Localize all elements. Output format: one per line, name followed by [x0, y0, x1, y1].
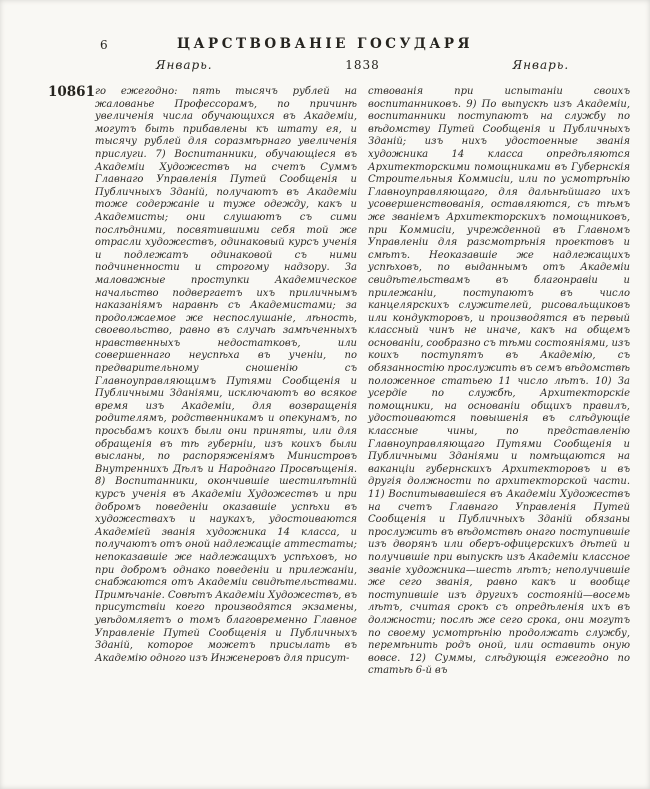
- page-number: 6: [100, 38, 108, 52]
- month-label-left: Январь.: [155, 58, 213, 72]
- act-number: 10861: [48, 84, 95, 100]
- year-label: 1838: [345, 58, 380, 72]
- running-title: ЦАРСТВОВАНІЕ ГОСУДАРЯ: [177, 36, 473, 52]
- left-column-text: го ежегодно: пять тысячъ рублей на жалованье Профессорамъ, по причинѣ увеличенія числа обучающихся въ Академіи, могутъ быть прибавлены къ штату ея, и тысячу рублей для соразмѣрнаго увеличенія прислуги. 7) Воспитанники, обучающіеся въ Академіи Художествъ на счетъ Суммъ Главнаго Управленія Путей Сообщенія и Публичныхъ Зданій, получаютъ въ Академіи тоже содержаніе и туже одежду, какъ и Академисты; они слушаютъ съ сими послѣдними, посвятившими себя той же отрасли художествъ, одинаковый курсъ ученія и подлежатъ одинаковой съ ними подчиненности и строгому надзору. За маловажные проступки Академическое начальство подвергаетъ ихъ приличнымъ наказаніямъ наравнѣ съ Академистами; за продолжаемое же неспослушаніе, лѣность, своевольство, равно въ случаѣ замѣченныхъ нравственныхъ недостатковъ, или совершеннаго неуспѣха въ ученіи, по предварительному сношенію съ Главноуправляющимъ Путями Сообщенія и Публичными Зданіями, исключаютъ во всякое время изъ Академіи, для возвращенія родителямъ, родственникамъ и опекунамъ, по просьбамъ коихъ были они приняты, или для обращенія въ тѣ губерніи, изъ коихъ были высланы, по распоряженіямъ Министровъ Внутреннихъ Дѣлъ и Народнаго Просвѣщенія. 8) Воспитанники, окончившіе шестилѣтній курсъ ученія въ Академіи Художествъ и при добромъ поведеніи оказавшіе успѣхи въ художествахъ и наукахъ, удостоиваются Академіей званія художника 14 класса, и получаютъ отъ оной надлежащіе аттестаты; непоказавшіе же надлежащихъ успѣховъ, но при добромъ однако поведеніи и прилежаніи, снабжаются отъ Академіи свидѣтельствами. Примѣчаніе. Совѣтъ Академіи Художествъ, въ присутствіи коего производятся экзамены, увѣдомляетъ о томъ благовременно Главное Управленіе Путей Сообщенія и Публичныхъ Зданій, которое можетъ присылать въ Академію одного изъ Инженеровъ для присут-: [95, 86, 357, 664]
- subheader-row: [95, 58, 630, 72]
- month-label-right: Январь.: [512, 58, 570, 72]
- right-column-text: ствованія при испытаніи своихъ воспитанниковъ. 9) По выпускѣ изъ Академіи, воспитанники поступаютъ на службу по вѣдомству Путей Сообщенія и Публичныхъ Зданій; изъ нихъ удостоенные званія художника 14 класса опредѣляются Архитекторскими помощниками въ Губернскія Строительныя Коммисіи, или по усмотрѣнію Главноуправляющаго, для дальнѣйшаго ихъ усовершенствованія, оставляются, съ тѣмъ же званіемъ Архитекторскихъ помощниковъ, при Коммисіи, учрежденной въ Главномъ Управленіи для разсмотрѣнія проектовъ и смѣтъ. Неоказавшіе же надлежащихъ успѣховъ, по выданнымъ отъ Академіи свидѣтельствамъ въ благонравіи и прилежаніи, поступаютъ въ число канцелярскихъ служителей, рисовальщиковъ или кондукторовъ, и производятся въ первый классный чинъ не иначе, какъ на общемъ основаніи, сообразно съ тѣми состояніями, изъ коихъ поступятъ въ Академію, съ обязанностію прослужить въ семъ вѣдомствѣ положенное статьею 11 число лѣтъ. 10) За усердіе по службѣ, Архитекторскіе помощники, на основаніи общихъ правилъ, удостоиваются повышенія въ слѣдующіе классные чины, по представленію Главноуправляющаго Путями Сообщенія и Публичными Зданіями и помѣщаются на ваканціи губернскихъ Архитекторовъ и въ другія должности по архитекторской части. 11) Воспитывавшіеся въ Академіи Художествъ на счетъ Главнаго Управленія Путей Сообщенія и Публичныхъ Зданій обязаны прослужить въ вѣдомствѣ онаго поступившіе изъ дворянъ или оберъ-офицерскихъ дѣтей и получившіе при выпускѣ изъ Академіи классное званіе художника—шесть лѣтъ; неполучившіе же сего званія, равно какъ и вообще поступившіе изъ другихъ состояній—восемь лѣтъ, считая срокъ съ опредѣленія ихъ въ должности; послѣ же сего срока, они могутъ по своему усмотрѣнію продолжать службу, перемѣнить родъ оной, или оставить оную вовсе. 12) Суммы, слѣдующія ежегодно по статьѣ 6-й въ: [368, 86, 631, 677]
- text-columns: [95, 86, 630, 678]
